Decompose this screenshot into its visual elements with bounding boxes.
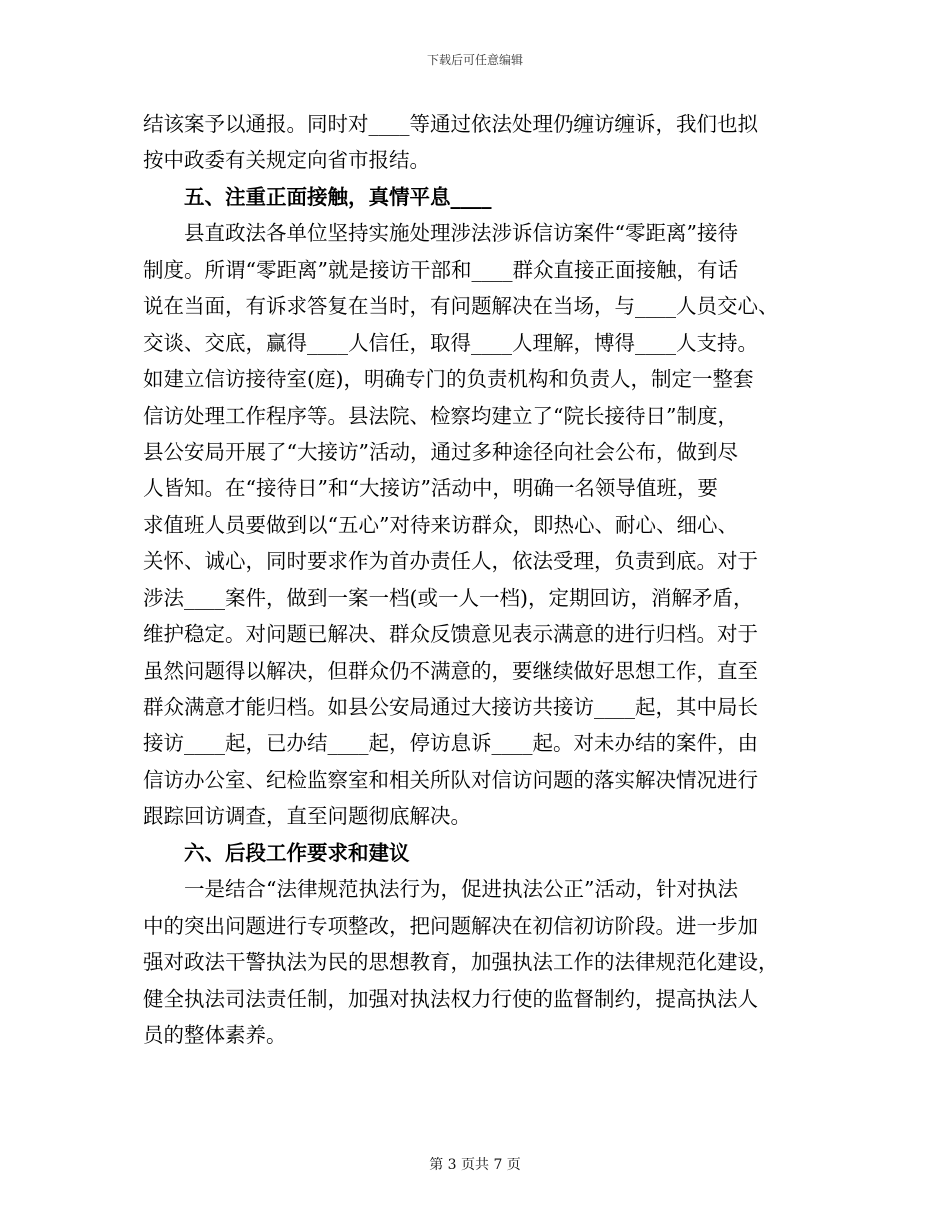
- paragraph-line: 人皆知。在“接待日”和“大接访”活动中，明确一名领导值班，要: [143, 476, 718, 501]
- paragraph-line: 维护稳定。对问题已解决、群众反馈意见表示满意的进行归档。对于: [143, 622, 758, 647]
- section-heading: 五、注重正面接触，真情平息____: [184, 184, 492, 209]
- section-heading: 六、后段工作要求和建议: [184, 840, 410, 865]
- paragraph-line: 县公安局开展了“大接访”活动，通过多种途径向社会公布，做到尽: [143, 439, 738, 464]
- paragraph-line: 信访办公室、纪检监察室和相关所队对信访问题的落实解决情况进行: [143, 767, 758, 792]
- paragraph-line: 关怀、诚心，同时要求作为首办责任人，依法受理，负责到底。对于: [143, 549, 758, 574]
- paragraph-line: 员的整体素养。: [143, 1022, 287, 1047]
- document-body: [143, 106, 803, 1053]
- paragraph-line: 结该案予以通报。同时对____等通过依法处理仍缠访缠诉，我们也拟: [143, 112, 758, 136]
- paragraph-line: 一是结合“法律规范执法行为，促进执法公正”活动，针对执法: [184, 877, 738, 902]
- paragraph-line: 涉法____案件，做到一案一档(或一人一档)，定期回访，消解矛盾，: [143, 585, 754, 610]
- paragraph-line: 中的突出问题进行专项整改，把问题解决在初信初访阶段。进一步加: [143, 913, 758, 938]
- paragraph-line: 信访处理工作程序等。县法院、检察均建立了“院长接待日”制度，: [143, 403, 738, 428]
- paragraph-line: 群众满意才能归档。如县公安局通过大接访共接访____起，其中局长: [143, 695, 758, 719]
- paragraph-line: 强对政法干警执法为民的思想教育，加强执法工作的法律规范化建设，: [143, 950, 779, 975]
- paragraph-line: 说在当面，有诉求答复在当时，有问题解决在当场，与____人员交心、: [143, 294, 779, 319]
- page-number: 第 3 页共 7 页: [429, 1157, 521, 1173]
- paragraph-line: 跟踪回访调查，直至问题彻底解决。: [143, 804, 471, 829]
- paragraph-line: 按中政委有关规定向省市报结。: [143, 148, 430, 173]
- paragraph-line: 虽然问题得以解决，但群众仍不满意的，要继续做好思想工作，直至: [143, 658, 758, 683]
- paragraph-line: 如建立信访接待室(庭)，明确专门的负责机构和负责人，制定一整套: [143, 367, 754, 392]
- paragraph-line: 健全执法司法责任制，加强对执法权力行使的监督制约，提高执法人: [143, 986, 758, 1011]
- page-header: 下载后可任意编辑: [426, 53, 523, 67]
- paragraph-line: 求值班人员要做到以“五心”对待来访群众，即热心、耐心、细心、: [143, 512, 738, 537]
- paragraph-line: 交谈、交底，赢得____人信任，取得____人理解，博得____人支持。: [143, 330, 758, 355]
- paragraph-line: 县直政法各单位坚持实施处理涉法涉诉信访案件“零距离”接待: [184, 221, 738, 246]
- paragraph-line: 接访____起，已办结____起，停访息诉____起。对未办结的案件，由: [143, 731, 758, 756]
- paragraph-line: 制度。所谓“零距离”就是接访干部和____群众直接正面接触，有话: [143, 257, 738, 282]
